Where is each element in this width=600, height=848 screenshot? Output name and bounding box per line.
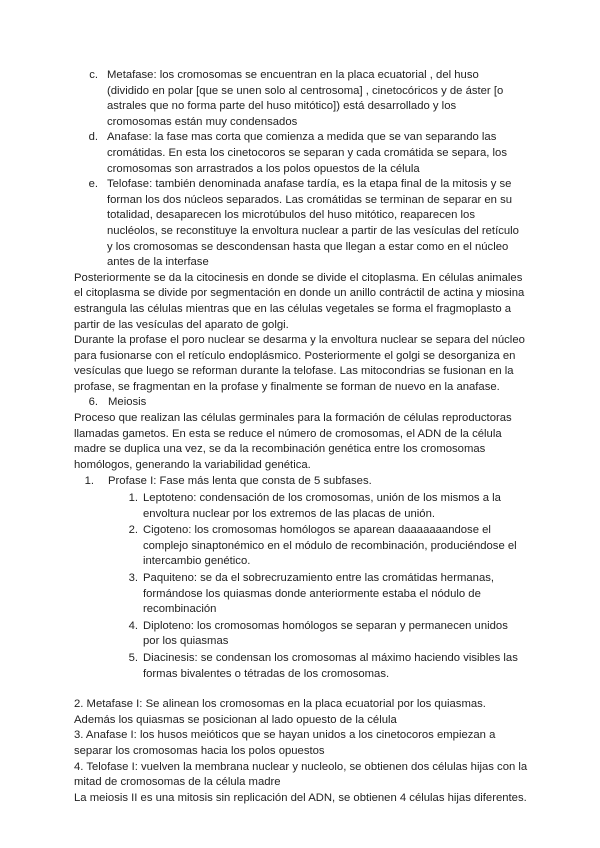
list-marker: 2.	[128, 524, 138, 537]
list-item-text: Diacinesis: se condensan los cromosomas al máximo haciendo visibles las formas bivalentes o tétradas de los cromosomas.	[143, 651, 518, 680]
paragraph-metafase-i: 2. Metafase I: Se alinean los cromosomas en la placa ecuatorial por los quiasmas. Además los quiasmas se posicionan al lado opuesto de la célula	[74, 698, 486, 726]
list-marker: c.	[89, 69, 98, 81]
paragraph-citocinesis: Posteriormente se da la citocinesis en donde se divide el citoplasma. En células animales el citoplasma se divide por segmentación en donde un anillo contráctil de actina y miosina estrangula las células mientras que en las células vegetales se forma el fragmoplasto a partir de las vesículas del aparato de golgi.	[74, 271, 525, 331]
list-marker: d.	[88, 131, 98, 144]
list-marker: 4.	[128, 619, 138, 632]
section-number: 6.	[88, 396, 98, 409]
subfase-item	[0, 523, 526, 570]
list-item-text: Metafase: los cromosomas se encuentran en la placa ecuatorial , del huso (dividido en polar [que se unen solo al centrosoma] , cinetocóricos y de áster [o astrales que no forma parte del huso mitótico]) está desarrollado y los cromosomas están muy condensados	[107, 69, 504, 128]
list-marker: e.	[88, 178, 98, 191]
paragraph-meiosis-ii: La meiosis II es una mitosis sin replicación del ADN, se obtienen 4 células hijas diferentes.	[74, 791, 527, 804]
section-heading-meiosis	[0, 395, 600, 411]
list-item-telofase	[0, 177, 520, 271]
list-item-anafase	[0, 130, 520, 177]
paragraph-meiosis-intro: Proceso que realizan las células germinales para la formación de células reproductoras llamadas gametos. En esta se reduce el número de cromosomas, el ADN de la célula madre se duplica una vez, se da la recombinación genética entre los cromosomas homólogos, generando la variabilidad genética.	[74, 412, 512, 471]
list-item-profase-i	[0, 474, 600, 490]
list-item-text: Anafase: la fase mas corta que comienza a medida que se van separando las cromátidas. En esta los cinetocoros se separan y cada cromátida se separa, los cromosomas son arrastrados a los polos opuestos de la célula	[107, 131, 507, 175]
list-item-text: Paquiteno: se da el sobrecruzamiento entre las cromátidas hermanas, formándose los quiasmas donde anteriormente estaba el nódulo de recombinación	[143, 572, 495, 616]
list-marker: 1.	[128, 492, 138, 505]
subfase-item	[0, 571, 526, 618]
paragraph-envoltura-nuclear: Durante la profase el poro nuclear se desarma y la envoltura nuclear se separa del núcleo para fusionarse con el retículo endoplásmico. Posteriormente el golgi se desorganiza en vesículas que luego se reforman durante la telofase. Las mitocondrias se fusionan en la profase, se fragmentan en la profase y finalmente se forman de nuevo en la anafase.	[74, 334, 525, 393]
list-item-text: Leptoteno: condensación de los cromosomas, unión de los mismos a la envoltura nuclear por los extremos de las placas de unión.	[143, 492, 501, 520]
subfase-item	[0, 619, 526, 650]
list-item-text: Cigoteno: los cromosomas homólogos se aparean daaaaaaandose el complejo sinaptonémico en el módulo de recombinación, produciéndose el intercambio genético.	[143, 524, 517, 568]
paragraph-telofase-i: 4. Telofase I: vuelven la membrana nuclear y nucleolo, se obtienen dos células hijas con la mitad de cromosomas de la célula madre	[74, 760, 528, 789]
subfase-item	[0, 491, 526, 522]
list-item-text: Telofase: también denominada anafase tardía, es la etapa final de la mitosis y se forman los dos núcleos separados. Las cromátidas se terminan de separar en su totalidad, desaparecen los microtúbulos del huso mitótico, reaparecen los nucléolos, se reconstituye la envoltura nuclear a partir de las vesículas del retículo y los cromosomas se descondensan hasta que llegan a estar como en el núcleo antes de la interfase	[107, 178, 519, 269]
list-marker: 5.	[128, 651, 138, 664]
list-marker: 1.	[84, 475, 94, 488]
section-title: Meiosis	[108, 396, 147, 409]
list-marker: 3.	[128, 572, 138, 584]
list-item-text: Profase I: Fase más lenta que consta de 5 subfases.	[108, 475, 372, 488]
blank-line	[0, 682, 600, 697]
list-item-text: Diploteno: los cromosomas homólogos se separan y permanecen unidos por los quiasmas	[143, 619, 508, 648]
list-item-metafase	[0, 68, 520, 130]
paragraph-anafase-i: 3. Anafase I: los husos meióticos que se hayan unidos a los cinetocoros empiezan a separar los cromosomas hacia los polos opuestos	[74, 729, 496, 757]
subfase-item	[0, 651, 526, 682]
